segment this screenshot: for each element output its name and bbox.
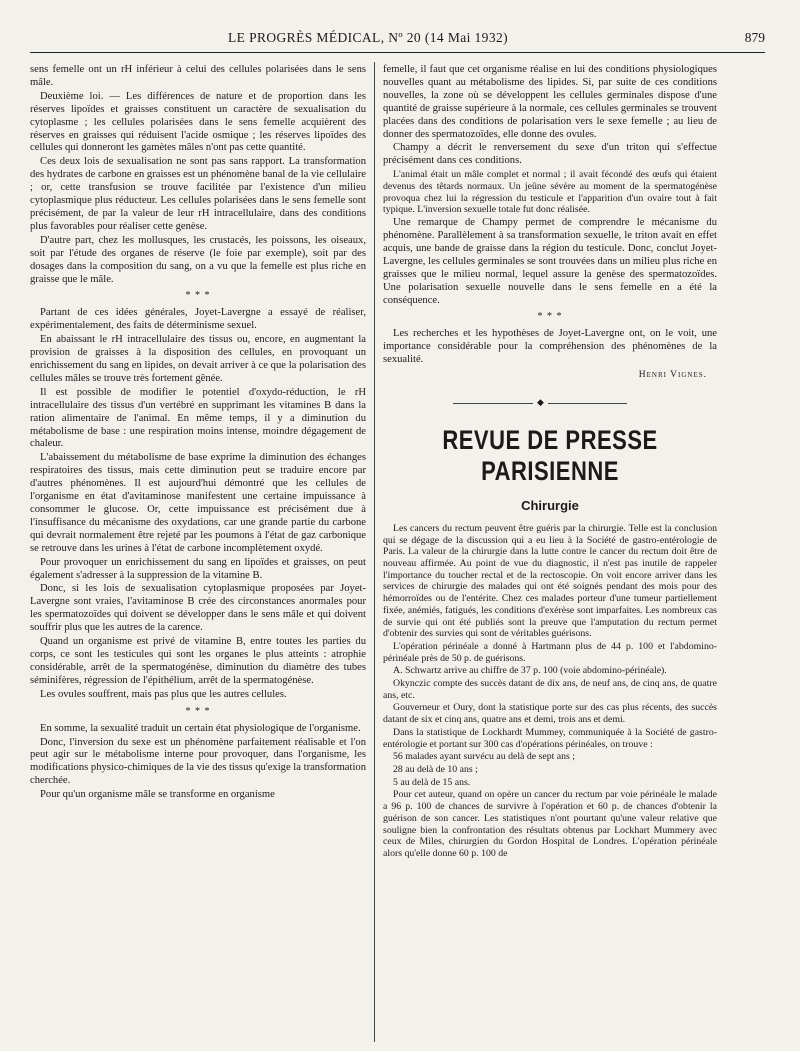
section-title: REVUE DE PRESSE PARISIENNE — [442, 424, 658, 487]
paragraph: L'abaissement du métabolisme de base exprime la diminution des échanges respiratoires des tissus, mais cette diminution peut se traduire encore par d'autres phénomènes. Il est aujourd'hui démontré que les cellules de l'organisme en état d'avitaminose manifestent une certaine impuissance à consommer le glucose. Or, cette impuissance est précisément due à l'insuffisance du mécanisme des oxydations, car une grande partie du carbone qui devrait normalement être rejeté par les poumons à l'état de gaz carbonique se retrouve dans les urines à l'état de carbone incomplètement oxydé. — [30, 452, 366, 554]
paragraph: En somme, la sexualité traduit un certain état physiologique de l'organisme. — [40, 722, 361, 734]
paragraph: Les ovules souffrent, mais pas plus que les autres cellules. — [40, 688, 287, 700]
header-rule — [30, 52, 765, 53]
author-signature: Henri Vignes. — [638, 370, 707, 381]
paragraph: L'opération périnéale a donné à Hartmann plus de 44 p. 100 et l'abdomino-périnéale près de 50 p. de guérisons. — [383, 640, 717, 664]
paragraph: Partant de ces idées générales, Joyet-Lavergne a essayé de réaliser, expérimentalement, des faits de déterminisme sexuel. — [30, 307, 366, 332]
asterism: * * * — [537, 311, 563, 323]
page-number: 879 — [744, 30, 765, 45]
right-column — [383, 64, 717, 861]
paragraph: Donc, l'inversion du sexe est un phénomène parfaitement réalisable et l'on peut agir sur le métabolisme interne pour provoquer, dans l'organisme, les modifications physico-chimiques de la vie des tissus qu'exige la transformation cherchée. — [30, 736, 366, 787]
paragraph: Une remarque de Champy permet de comprendre le mécanisme du phénomène. Parallèlement à sa transformation sexuelle, le triton avait en effet acquis, une bande de graisse dans la région du testicule. Donc, conclut Joyet-Lavergne, les cellules germinales se sont trouvées dans un milieu plus riche en graisses que le milieu normal, lequel assure la genèse des spermatozoïdes. Une polarisation sexuelle nouvelle dans le sens femelle en a été la conséquence. — [383, 217, 717, 306]
paragraph: D'autre part, chez les mollusques, les crustacés, les poissons, les oiseaux, soit par l'étude des organes de réserve (le foie par exemple), soit par des dosages dans la composition du sang, on a vu que la femelle est plus riche en graisse que le mâle. — [30, 234, 366, 285]
block-quote: L'animal était un mâle complet et normal ; il avait fécondé des œufs qui étaient devenus des têtards normaux. Un jeûne sévère au moment de la spermatogénèse provoqua chez lui la régression du testicule et l'apparition d'un ovaire tout à fait typique. L'inversion sexuelle totale fut donc réalisée. — [383, 169, 717, 216]
paragraph: Pour qu'un organisme mâle se transforme en organisme — [40, 789, 275, 801]
paragraph: Gouverneur et Oury, dont la statistique porte sur des cas plus récents, des succès datant de six et cinq ans, quatre ans et demi, trois ans et demi. — [383, 702, 717, 726]
paragraph: A. Schwartz arrive au chiffre de 37 p. 100 (voie abdomino-périnéale). — [393, 665, 667, 677]
list-item: 28 au delà de 10 ans ; — [393, 764, 478, 775]
asterism: * * * — [185, 705, 211, 717]
paragraph: Quand un organisme est privé de vitamine B, entre toutes les parties du corps, ce sont les testicules qui sont les organes le plus atteints : atrophie considérable, arrêt de la spermatogénèse, diminution du diamètre des tubes séminifères, régression de l'épithélium, arrêt de la spermatogénèse. — [30, 636, 366, 686]
asterism: * * * — [185, 290, 211, 302]
left-column — [30, 64, 366, 803]
column-divider — [374, 62, 375, 1042]
list-item: 56 malades ayant survécu au delà de sept ans ; — [393, 751, 575, 763]
list-item: 5 au delà de 15 ans. — [393, 776, 471, 788]
running-title: LE PROGRÈS MÉDICAL, Nº 20 (14 Mai 1932) — [228, 30, 509, 45]
paragraph: Dans la statistique de Lockhardt Mummey, communiquée à la Société de gastro-entérologie et portant sur 300 cas d'opérations périnéales, on trouve : — [383, 726, 717, 750]
paragraph: Champy a décrit le renversement du sexe d'un triton qui s'effectue précisément dans ces conditions. — [383, 142, 717, 167]
paragraph: Okynczic compte des succès datant de dix ans, de neuf ans, de cinq ans, de quatre ans, etc. — [383, 678, 717, 701]
page-header — [30, 30, 765, 52]
ornament-divider — [383, 398, 717, 408]
paragraph: Ces deux lois de sexualisation ne sont pas sans rapport. La transformation des hydrates de carbone en graisses est un phénomène banal de la vie cellulaire ; or, cette transfusion se trouve facilitée par l'existence d'un milieu cytoplasmique plus réducteur. Les cellules polarisées dans le sens femelle sont précisément, de par la valeur de leur rH intracellulaire, dans des conditions plus favorables pour réaliser cette genèse. — [30, 156, 366, 232]
paragraph: Les cancers du rectum peuvent être guéris par la chirurgie. Telle est la conclusion qui se dégage de la discussion qui a eu lieu à la Société de gastro-entérologie de Paris. La valeur de la chirurgie dans la lutte contre le cancer du rectum doit être de nouveau affirmée. Au point de vue du diagnostic, il n'est pas inutile de rappeler l'importance du toucher rectal et de la rectoscopie. On voit encore arriver dans les services de chirurgie des malades qui ont été soignés pendant des mois pour des hémorroïdes ou de l'entérite. Chez ces malades porteur d'une tumeur partiellement fixée, anémiés, fatigués, les conditions d'exérèse sont imparfaites. Les nombreux cas de survie qui ont été publiés sont la preuve que l'amputation du rectum permet d'obtenir des survies qui sont de véritables guérisons. — [383, 522, 717, 640]
subsection-title: Chirurgie — [521, 498, 579, 514]
paragraph: Pour provoquer un enrichissement du sang en lipoïdes et graisses, on peut également s'adresser à la suppression de la vitamine B. — [30, 556, 366, 581]
paragraph: Donc, si les lois de sexualisation cytoplasmique proposées par Joyet-Lavergne sont vraies, l'avitaminose B crée des circonstances anormales pour les spermatozoïdes qui doivent se développer dans le sens mâle et qui doivent souffrir plus que les autres de la carence. — [30, 583, 366, 634]
paragraph: sens femelle ont un rH inférieur à celui des cellules polarisées dans le sens mâle. — [30, 64, 366, 88]
paragraph: En abaissant le rH intracellulaire des tissus ou, encore, en augmentant la provision de graisses à la disposition des cellules, en provoquant un enrichissement du sang en lipides, on devait arriver à ce que la polarisation des cellules mâles se trouve très fortement gênée. — [30, 334, 366, 384]
paragraph: Les recherches et les hypothèses de Joyet-Lavergne ont, on le voit, une importance considérable pour la compréhension des phénomènes de la sexualité. — [383, 328, 717, 366]
paragraph: Deuxième loi. — Les différences de nature et de proportion dans les réserves lipoïdes et graisses constituent un caractère de sexualisation du cytoplasme ; les cellules polarisées dans le sens femelle acquièrent des réserves en graisses qui réduisent l'acide osmique ; les réserves lipoïdes des cellules qui donneront les gamètes mâles n'ont pas cette quantité. — [30, 90, 366, 154]
paragraph: Pour cet auteur, quand on opère un cancer du rectum par voie périnéale le malade a 96 p. 100 de chances de survivre à l'opération et 60 p. de chances d'obtenir la guérison de son cancer. Les statistiques n'ont pourtant qu'une valeur relative que souligne bien la confrontation des résultats obtenus par Lockhart Mummery avec ceux de Miles, chirurgien du Gordon Hospital de Londres. L'opération périnéale alors qu'elle donne 60 p. 100 de — [383, 789, 717, 859]
paragraph: femelle, il faut que cet organisme réalise en lui des conditions physiologiques nouvelles quant au métabolisme des lipides. Si, par suite de ces conditions nouvelles, la zone où se développent les cellules germinales dispose d'une quantité de graisse supérieure à la normale, ces cellules germinales se trouvent placées dans des conditions de polarisation vers le sexe femelle ; au lieu de donner des spermatozoïdes, elle donne des ovules. — [383, 64, 717, 140]
paragraph: Il est possible de modifier le potentiel d'oxydo-réduction, le rH intracellulaire des tissus d'un vertébré en supprimant les vitamines B dans la ration alimentaire de l'animal. En même temps, il y a diminution du métabolisme de base : une respiration moins intense, moindre dégagement de chaleur. — [30, 386, 366, 450]
